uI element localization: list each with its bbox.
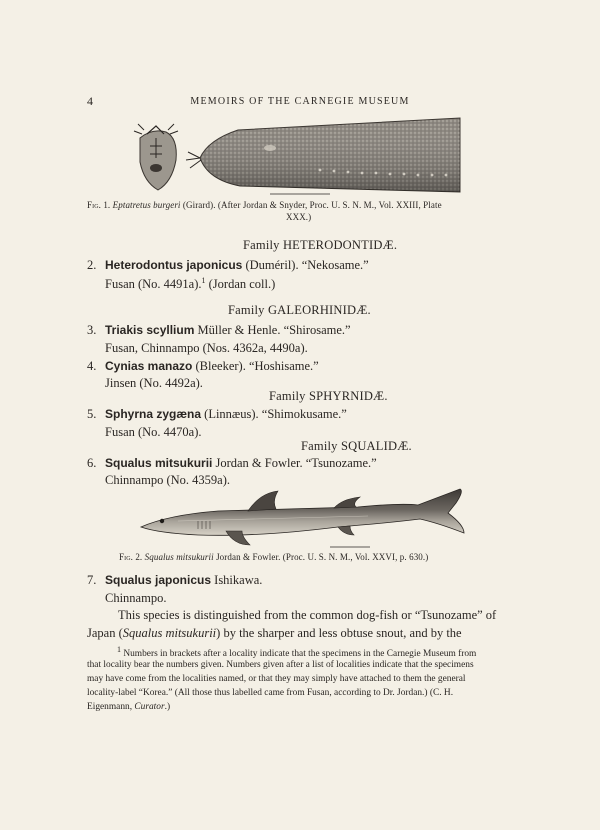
figure-1-caption-line2: XXX.) (286, 212, 312, 222)
paragraph-line: This species is distinguished from the common dog-fish or “Tsunozame” of (118, 608, 497, 622)
species-name: Triakis scyllium (105, 323, 195, 337)
hagfish-lateral-body (186, 118, 460, 194)
figure-1-illustration (130, 112, 470, 198)
species-locality: Fusan (No. 4470a). (105, 425, 202, 439)
species-authority: Jordan & Fowler. “Tsunozame.” (215, 456, 377, 470)
page-number: 4 (87, 94, 94, 108)
species-authority: (Bleeker). “Hoshisame.” (195, 359, 319, 373)
species-entry (87, 258, 369, 273)
species-entry (87, 573, 262, 588)
locality-text: Fusan (No. 4491a). (105, 277, 202, 292)
species-entry (87, 456, 377, 471)
entry-number: 5. (87, 407, 97, 421)
entry-number: 6. (87, 456, 97, 470)
species-authority: (Linnæus). “Shimokusame.” (204, 407, 347, 421)
paragraph-text: Japan ( (87, 626, 123, 640)
figure-2-caption-text: Jordan & Fowler. (Proc. U. S. N. M., Vol. XXVI, p. 630.) (216, 552, 429, 562)
entry-number: 2. (87, 258, 97, 272)
entry-number: 7. (87, 573, 97, 587)
species-locality: Fusan, Chinnampo (Nos. 4362a, 4490a). (105, 341, 308, 355)
footnote-italic: Curator (134, 702, 165, 712)
species-locality: Chinnampo (No. 4359a). (105, 473, 230, 487)
footnote-line: that locality bear the numbers given. Numbers given after a list of localities indicate that the specimens (87, 660, 474, 670)
species-locality: Jinsen (No. 4492a). (105, 376, 203, 390)
dogfish-shark (141, 489, 464, 545)
figure-2-label: Fig. 2. (119, 552, 143, 562)
species-entry (87, 359, 319, 374)
species-name: Sphyrna zygæna (105, 407, 202, 421)
footnote-marker: 1 (117, 645, 121, 654)
entry-number: 3. (87, 323, 97, 337)
collector-text: (Jordan coll.) (205, 277, 276, 292)
species-locality (105, 276, 275, 292)
species-name: Cynias manazo (105, 359, 193, 373)
footnote-line: may have come from the localities named, or that they may simply have attached to them the general (87, 674, 466, 684)
family-heading: Family HETERODONTIDÆ. (243, 238, 398, 252)
species-authority: Ishikawa. (214, 573, 263, 587)
family-heading: Family GALEORHINIDÆ. (228, 303, 371, 317)
footnote-line (117, 645, 476, 659)
figure-1-caption (87, 200, 442, 210)
figure-2-species: Squalus mitsukurii (144, 552, 214, 562)
footnote-text: .) (164, 702, 171, 712)
species-authority: Müller & Henle. “Shirosame.” (197, 323, 351, 337)
footnote-line (87, 702, 170, 712)
species-entry (87, 407, 347, 422)
entry-number: 4. (87, 359, 97, 373)
family-heading: Family SPHYRNIDÆ. (269, 389, 388, 403)
figure-1-label: Fig. 1. (87, 200, 111, 210)
paragraph-line (87, 626, 462, 641)
figure-2-illustration (138, 483, 468, 548)
figure-1-species: Eptatretus burgeri (112, 200, 181, 210)
figure-1-caption-text: (Girard). (After Jordan & Snyder, Proc. U. S. N. M., Vol. XXIII, Plate (182, 200, 442, 210)
footnote-ref: 1 (201, 276, 206, 285)
footnote-text: Numbers in brackets after a locality indicate that the specimens in the Carnegie Museum from (123, 649, 477, 660)
species-entry (87, 323, 351, 338)
species-locality: Chinnampo. (105, 591, 167, 605)
paragraph-text: ) by the sharper and less obtuse snout, and by the (216, 626, 462, 640)
species-authority: (Duméril). “Nekosame.” (245, 258, 369, 272)
running-title: MEMOIRS OF THE CARNEGIE MUSEUM (190, 96, 410, 107)
species-name: Squalus mitsukurii (105, 456, 213, 470)
species-name: Squalus japonicus (105, 573, 212, 587)
footnote-text: Eigenmann, (87, 702, 135, 712)
footnote-line: locality-label “Korea.” (All those thus labelled came from Fusan, according to Dr. Jordan.) (C. H. (87, 688, 454, 698)
family-heading: Family SQUALIDÆ. (301, 439, 412, 453)
species-name: Heterodontus japonicus (105, 258, 243, 272)
hagfish-ventral-head (134, 124, 178, 190)
paragraph-species: Squalus mitsukurii (122, 626, 217, 640)
figure-2-caption (119, 552, 428, 562)
